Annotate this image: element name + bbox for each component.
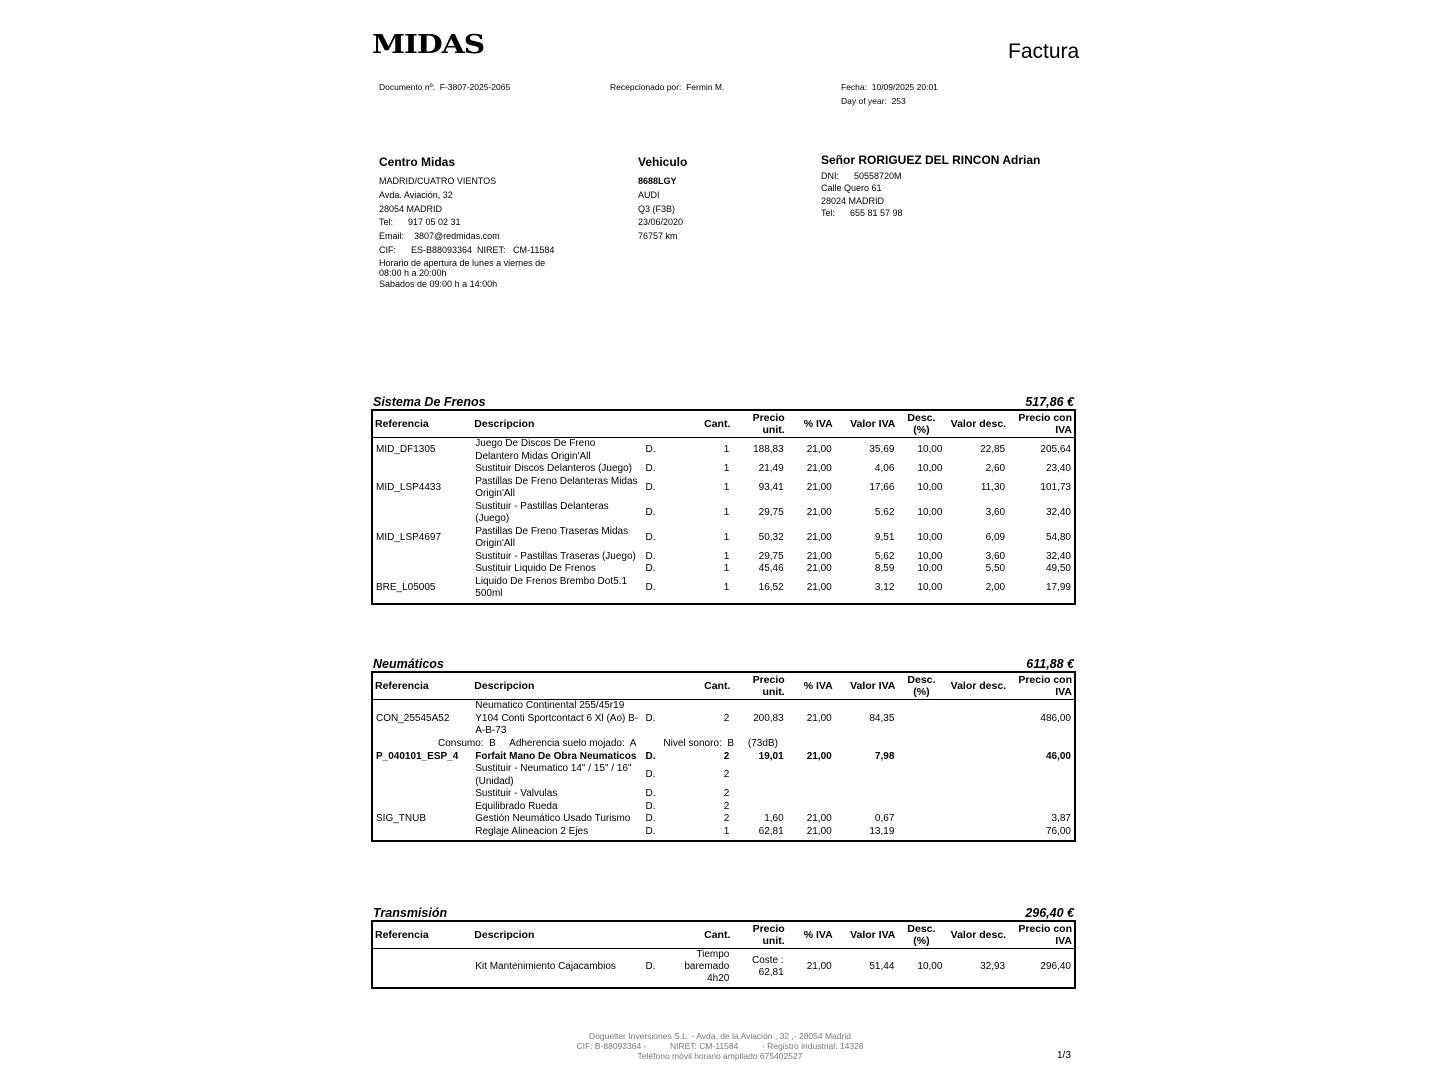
table-row bbox=[372, 700, 1075, 738]
cell-desc: Gestión Neumático Usado Turismo bbox=[475, 813, 631, 824]
column-header: Valor desc. bbox=[945, 921, 1008, 949]
cell-iva bbox=[787, 788, 835, 801]
section-title: Neumáticos bbox=[373, 657, 444, 671]
cell-iva: 21,00 bbox=[806, 463, 832, 474]
documento-number: Documento nº: F-3807-2025-2065 bbox=[379, 82, 511, 92]
cell-ref bbox=[372, 463, 472, 476]
cell-cant: 2 bbox=[723, 769, 730, 781]
table-header-row bbox=[372, 921, 1075, 949]
table-bottom-padding bbox=[372, 601, 1075, 604]
cell-ref bbox=[372, 563, 472, 576]
cell-desc-pct: 10,00 bbox=[917, 563, 943, 574]
cell-cant: 1 bbox=[723, 463, 730, 474]
cell-precio: 21,49 bbox=[758, 463, 784, 474]
column-header: Precio con IVA bbox=[1008, 410, 1075, 438]
cell-u: D. bbox=[645, 506, 656, 518]
cell-ref: MID_LSP4697 bbox=[376, 531, 442, 543]
cell-precio: 29,75 bbox=[758, 550, 784, 562]
cell-desc: Neumatico Continental 255/45r19 Y104 Conti Sportcontact 6 Xl (Ao) B-A-B-73 bbox=[475, 700, 639, 736]
cell-desc: Sustituir - Pastillas Delanteras (Juego) bbox=[475, 500, 609, 524]
cell-desc-pct bbox=[897, 763, 945, 788]
cell-desc: Pastillas De Freno Delanteras Midas Origin'All bbox=[475, 475, 638, 499]
cell-ref: MID_DF1305 bbox=[376, 444, 436, 456]
cell-desc-pct bbox=[897, 826, 945, 839]
cell-ref bbox=[372, 949, 472, 986]
column-header: Valor desc. bbox=[945, 672, 1008, 700]
items-table bbox=[371, 409, 1076, 605]
cell-valor-desc bbox=[945, 751, 1008, 764]
cell-u: D. bbox=[645, 563, 656, 574]
cell-precio: 200,83 bbox=[753, 712, 784, 724]
cell-u: D. bbox=[645, 813, 656, 824]
vehiculo-line: 76757 km bbox=[638, 231, 678, 242]
vehiculo-line: 23/06/2020 bbox=[638, 217, 684, 228]
cell-total: 32,40 bbox=[1045, 506, 1071, 518]
column-header: Desc. (%) bbox=[897, 672, 945, 700]
cell-u: D. bbox=[645, 825, 656, 837]
cell-valor-iva bbox=[835, 763, 898, 788]
cell-u: D. bbox=[645, 531, 656, 543]
table-row bbox=[372, 751, 1075, 764]
cell-valor-desc: 3,60 bbox=[985, 550, 1006, 562]
cell-valor-desc: 6,09 bbox=[985, 531, 1006, 543]
cell-desc: Juego De Discos De Freno Delantero Midas Origin'All bbox=[475, 438, 596, 462]
section-total: 611,88 € bbox=[1026, 657, 1074, 671]
cell-valor-iva: 9,51 bbox=[874, 531, 895, 543]
tyre-label-ratings: Consumo: B Adherencia suelo mojado: A bbox=[438, 737, 637, 749]
centro-block bbox=[379, 155, 554, 289]
column-header: Precio unit. bbox=[732, 921, 786, 949]
centro-line: Sabados de 09:00 h a 14:00h bbox=[379, 278, 498, 289]
cell-desc-pct: 10,00 bbox=[917, 506, 943, 518]
cliente-name: Señor RORIGUEZ DEL RINCON Adrian bbox=[821, 153, 1041, 167]
column-header: Cant. bbox=[663, 672, 732, 700]
centro-line: Avda. Aviación, 32 bbox=[379, 189, 453, 200]
cell-cant: 1 bbox=[723, 531, 730, 543]
cell-cant: 1 bbox=[723, 825, 730, 837]
cell-valor-desc: 11,30 bbox=[980, 481, 1006, 493]
centro-line: MADRID/CUATRO VIENTOS bbox=[379, 176, 497, 186]
centro-line: Tel: 917 05 02 31 bbox=[379, 217, 461, 228]
cell-precio: 93,41 bbox=[758, 481, 784, 493]
cell-valor-iva: 17,66 bbox=[869, 481, 895, 493]
column-header: Cant. bbox=[663, 921, 732, 949]
table-header-row bbox=[372, 410, 1075, 438]
cell-iva: 21,00 bbox=[806, 444, 832, 456]
column-header: Valor IVA bbox=[835, 672, 898, 700]
cell-valor-iva: 13,19 bbox=[869, 825, 895, 837]
column-header: Desc. (%) bbox=[897, 921, 945, 949]
recepcionado-por: Recepcionado por: Fermin M. bbox=[610, 82, 725, 92]
cell-desc-pct: 10,00 bbox=[917, 463, 943, 474]
cell-iva: 21,00 bbox=[806, 506, 832, 518]
cell-u: D. bbox=[645, 481, 656, 493]
section-neumaticos bbox=[371, 657, 1076, 842]
table-bottom-padding bbox=[372, 838, 1075, 841]
table-row bbox=[372, 763, 1075, 788]
cell-ref bbox=[372, 826, 472, 839]
cell-u: D. bbox=[645, 960, 656, 972]
cell-iva: 21,00 bbox=[806, 531, 832, 543]
column-header: Precio con IVA bbox=[1008, 921, 1075, 949]
cell-iva: 21,00 bbox=[806, 825, 832, 837]
cell-total: 54,80 bbox=[1045, 531, 1071, 543]
cell-cant: 1 bbox=[723, 506, 730, 518]
cell-desc-pct: 10,00 bbox=[917, 531, 943, 543]
column-header: % IVA bbox=[787, 672, 835, 700]
cell-ref bbox=[372, 551, 472, 564]
fecha: Fecha: 10/09/2025 20:01 bbox=[841, 82, 938, 92]
cell-cant: 1 bbox=[723, 550, 730, 562]
cell-ref bbox=[372, 788, 472, 801]
cell-iva: 21,00 bbox=[806, 712, 832, 724]
cell-total: 296,40 bbox=[1040, 960, 1071, 972]
cell-valor-desc bbox=[945, 788, 1008, 801]
cell-desc: Sustituir Liquido De Frenos bbox=[475, 563, 596, 574]
items-table bbox=[371, 920, 1076, 989]
cell-u: D. bbox=[645, 444, 656, 456]
column-header: Descripcion bbox=[472, 410, 663, 438]
day-of-year: Day of year: 253 bbox=[841, 96, 906, 106]
table-row bbox=[372, 501, 1075, 526]
cell-iva: 21,00 bbox=[806, 550, 832, 562]
cell-u: D. bbox=[645, 712, 656, 724]
cell-desc-pct: 10,00 bbox=[917, 550, 943, 562]
centro-line: 28054 MADRID bbox=[379, 203, 443, 214]
cell-iva: 21,00 bbox=[806, 481, 832, 493]
cliente-line: Tel: 655 81 57 98 bbox=[821, 207, 903, 218]
cell-ref bbox=[372, 801, 472, 814]
cell-iva bbox=[787, 763, 835, 788]
cell-valor-desc bbox=[945, 813, 1008, 826]
cell-ref: BRE_L05005 bbox=[376, 581, 436, 593]
cell-cant: Tiempo baremado 4h20 bbox=[684, 949, 730, 984]
cell-ref: SIG_TNUB bbox=[376, 813, 427, 824]
section-title: Sistema De Frenos bbox=[373, 395, 486, 409]
cell-total: 101,73 bbox=[1040, 481, 1071, 493]
centro-title: Centro Midas bbox=[379, 155, 456, 169]
cell-valor-desc: 2,60 bbox=[985, 463, 1006, 474]
cell-desc-pct bbox=[897, 751, 945, 764]
cell-desc: Sustituir - Pastillas Traseras (Juego) bbox=[475, 550, 636, 562]
cell-u: D. bbox=[645, 463, 656, 474]
cell-cant: 2 bbox=[723, 712, 730, 724]
cell-valor-desc bbox=[945, 700, 1008, 738]
cell-valor-desc bbox=[945, 801, 1008, 814]
cell-ref bbox=[372, 763, 472, 788]
table-row bbox=[372, 813, 1075, 826]
column-header: Referencia bbox=[372, 921, 472, 949]
footer bbox=[0, 1031, 1440, 1061]
cell-valor-iva: 7,98 bbox=[874, 750, 895, 762]
cell-iva: 21,00 bbox=[806, 581, 832, 593]
column-header: Descripcion bbox=[472, 921, 663, 949]
cell-valor-iva bbox=[835, 801, 898, 814]
column-header: Valor IVA bbox=[835, 410, 898, 438]
column-header: Desc. (%) bbox=[897, 410, 945, 438]
cell-valor-iva: 5,62 bbox=[874, 550, 895, 562]
cell-desc: Reglaje Alineacion 2 Ejes bbox=[475, 825, 589, 837]
cell-desc-pct bbox=[897, 813, 945, 826]
cell-precio: 29,75 bbox=[758, 506, 784, 518]
cell-precio: Coste : 62,81 bbox=[751, 954, 784, 978]
cell-valor-iva: 4,06 bbox=[874, 463, 895, 474]
column-header: % IVA bbox=[787, 921, 835, 949]
table-row bbox=[372, 526, 1075, 551]
table-row bbox=[372, 551, 1075, 564]
cell-ref: P_040101_ESP_4 bbox=[376, 750, 459, 762]
cell-ref: MID_LSP4433 bbox=[376, 481, 442, 493]
cliente-line: Calle Quero 61 bbox=[821, 183, 882, 194]
column-header: % IVA bbox=[787, 410, 835, 438]
cell-desc: Kit Mantenimiento Cajacambios bbox=[475, 960, 616, 972]
cell-total: 3,87 bbox=[1051, 813, 1071, 824]
midas-logo: MIDAS bbox=[372, 30, 485, 60]
vehiculo-plate: 8688LGY bbox=[638, 176, 677, 186]
footer-line: Teléfono móvil horario ampliado 675402527 bbox=[637, 1051, 803, 1061]
cell-valor-desc: 3,60 bbox=[985, 506, 1006, 518]
cell-total bbox=[1008, 788, 1075, 801]
cell-valor-desc: 5,50 bbox=[985, 563, 1006, 574]
cell-cant: 2 bbox=[723, 750, 730, 762]
cell-valor-iva: 5,62 bbox=[874, 506, 895, 518]
cell-valor-iva: 51,44 bbox=[869, 960, 895, 972]
vehiculo-line: Q3 (F3B) bbox=[638, 203, 676, 214]
cell-cant: 1 bbox=[723, 563, 730, 574]
cell-total: 49,50 bbox=[1045, 563, 1071, 574]
cell-desc-pct: 10,00 bbox=[917, 960, 943, 972]
cell-valor-desc bbox=[945, 763, 1008, 788]
column-header: Cant. bbox=[663, 410, 732, 438]
cell-desc-pct bbox=[897, 801, 945, 814]
cliente-block bbox=[821, 153, 1040, 219]
table-row bbox=[372, 438, 1075, 464]
cell-precio bbox=[732, 788, 786, 801]
section-total: 296,40 € bbox=[1025, 906, 1074, 920]
cell-u: D. bbox=[645, 788, 656, 799]
section-sistema-frenos bbox=[371, 395, 1076, 605]
table-row bbox=[372, 463, 1075, 476]
cell-precio: 19,01 bbox=[758, 750, 784, 762]
cell-precio: 50,32 bbox=[758, 531, 784, 543]
page-number: 1/3 bbox=[1057, 1050, 1071, 1061]
cell-valor-iva: 3,12 bbox=[874, 581, 895, 593]
cell-total: 205,64 bbox=[1040, 444, 1071, 456]
footer-line: CIF: B-88093364 - NIRET: CM-11584 - Registro industrial: 14328 bbox=[576, 1041, 864, 1051]
cell-valor-desc: 32,93 bbox=[980, 960, 1006, 972]
cell-u: D. bbox=[645, 750, 656, 762]
column-header: Precio unit. bbox=[732, 672, 786, 700]
cell-valor-desc: 22,85 bbox=[980, 444, 1006, 456]
table-row bbox=[372, 949, 1075, 986]
cell-total: 17,99 bbox=[1045, 581, 1071, 593]
cell-precio: 16,52 bbox=[758, 581, 784, 593]
cell-iva: 21,00 bbox=[806, 960, 832, 972]
cell-total bbox=[1008, 763, 1075, 788]
cell-valor-desc: 2,00 bbox=[985, 581, 1006, 593]
cell-iva bbox=[787, 801, 835, 814]
cell-precio: 45,46 bbox=[758, 563, 784, 574]
cell-cant: 1 bbox=[723, 444, 730, 456]
cell-u: D. bbox=[645, 550, 656, 562]
column-header: Referencia bbox=[372, 672, 472, 700]
centro-line: Email: 3807@redmidas.com bbox=[379, 231, 500, 242]
column-header: Valor desc. bbox=[945, 410, 1008, 438]
cell-precio: 1,60 bbox=[764, 813, 784, 824]
section-total: 517,86 € bbox=[1025, 395, 1074, 409]
section-title: Transmisión bbox=[373, 906, 448, 920]
cell-precio: 62,81 bbox=[758, 825, 784, 837]
cell-desc: Pastillas De Freno Traseras Midas Origin'All bbox=[475, 525, 629, 549]
column-header: Precio unit. bbox=[732, 410, 786, 438]
cell-u: D. bbox=[645, 769, 656, 781]
cell-desc-pct bbox=[897, 700, 945, 738]
tyre-label-row bbox=[372, 738, 1075, 751]
cell-total: 76,00 bbox=[1045, 825, 1071, 837]
cell-cant: 2 bbox=[723, 788, 730, 799]
cell-valor-desc bbox=[945, 826, 1008, 839]
cell-total: 23,40 bbox=[1045, 463, 1071, 474]
cell-valor-iva bbox=[835, 788, 898, 801]
cell-iva: 21,00 bbox=[806, 750, 832, 762]
cliente-line: DNI: 50558720M bbox=[821, 171, 902, 181]
vehiculo-block bbox=[638, 155, 687, 244]
vehiculo-line: AUDI bbox=[638, 189, 660, 200]
table-row bbox=[372, 788, 1075, 801]
cell-valor-iva: 35,69 bbox=[869, 444, 895, 456]
cell-precio bbox=[732, 801, 786, 814]
column-header: Precio con IVA bbox=[1008, 672, 1075, 700]
cell-total bbox=[1008, 801, 1075, 814]
cell-precio bbox=[732, 763, 786, 788]
centro-line: CIF: ES-B88093364 NIRET: CM-11584 bbox=[379, 244, 555, 255]
centro-line: 08:00 h a 20:00h bbox=[379, 268, 447, 279]
cell-cant: 2 bbox=[723, 800, 730, 812]
column-header: Valor IVA bbox=[835, 921, 898, 949]
cell-desc: Liquido De Frenos Brembo Dot5.1 500ml bbox=[475, 575, 628, 599]
column-header: Referencia bbox=[372, 410, 472, 438]
cell-total: 486,00 bbox=[1040, 712, 1071, 724]
cell-desc: Forfait Mano De Obra Neumaticos bbox=[475, 750, 637, 762]
table-row bbox=[372, 576, 1075, 601]
cell-desc: Sustituir - Neumatico 14" / 15" / 16" (Unidad) bbox=[475, 763, 632, 787]
cell-desc-pct bbox=[897, 788, 945, 801]
cell-u: D. bbox=[645, 581, 656, 593]
table-bottom-padding bbox=[372, 985, 1075, 988]
centro-line: Horario de apertura de lunes a viernes de bbox=[379, 257, 546, 268]
table-row bbox=[372, 826, 1075, 839]
vehiculo-title: Vehiculo bbox=[638, 155, 688, 169]
cell-u: D. bbox=[645, 800, 656, 812]
cell-iva: 21,00 bbox=[806, 563, 832, 574]
cell-desc: Sustituir - Valvulas bbox=[475, 788, 558, 799]
footer-line: Doguelter Inversiones S.L. - Avda. de la Aviación , 32 ,- 28054 Madrid bbox=[589, 1031, 851, 1041]
cell-cant: 2 bbox=[723, 813, 730, 824]
cell-desc-pct: 10,00 bbox=[917, 481, 943, 493]
cell-ref: CON_25545A52 bbox=[376, 712, 450, 724]
cell-cant: 1 bbox=[723, 481, 730, 493]
cell-desc-pct: 10,00 bbox=[917, 444, 943, 456]
cell-valor-iva: 84,35 bbox=[869, 712, 895, 724]
cell-cant: 1 bbox=[723, 581, 730, 593]
cell-iva: 21,00 bbox=[806, 813, 832, 824]
cell-total: 32,40 bbox=[1045, 550, 1071, 562]
section-transmision bbox=[371, 906, 1076, 989]
cell-desc-pct: 10,00 bbox=[917, 581, 943, 593]
cell-valor-iva: 0,67 bbox=[874, 813, 895, 824]
cell-desc: Equilibrado Rueda bbox=[475, 800, 558, 812]
cliente-line: 28024 MADRID bbox=[821, 195, 885, 206]
cell-total: 46,00 bbox=[1045, 750, 1071, 762]
cell-desc: Sustituir Discos Delanteros (Juego) bbox=[475, 463, 632, 474]
document-title: Factura bbox=[1008, 40, 1080, 63]
cell-valor-iva: 8,59 bbox=[874, 563, 895, 574]
column-header: Descripcion bbox=[472, 672, 663, 700]
items-table bbox=[371, 671, 1076, 842]
tyre-label-noise: Nivel sonoro: B (73dB) bbox=[663, 737, 778, 749]
cell-ref bbox=[372, 501, 472, 526]
table-row bbox=[372, 801, 1075, 814]
table-header-row bbox=[372, 672, 1075, 700]
table-row bbox=[372, 476, 1075, 501]
cell-precio: 188,83 bbox=[753, 444, 784, 456]
table-row bbox=[372, 563, 1075, 576]
